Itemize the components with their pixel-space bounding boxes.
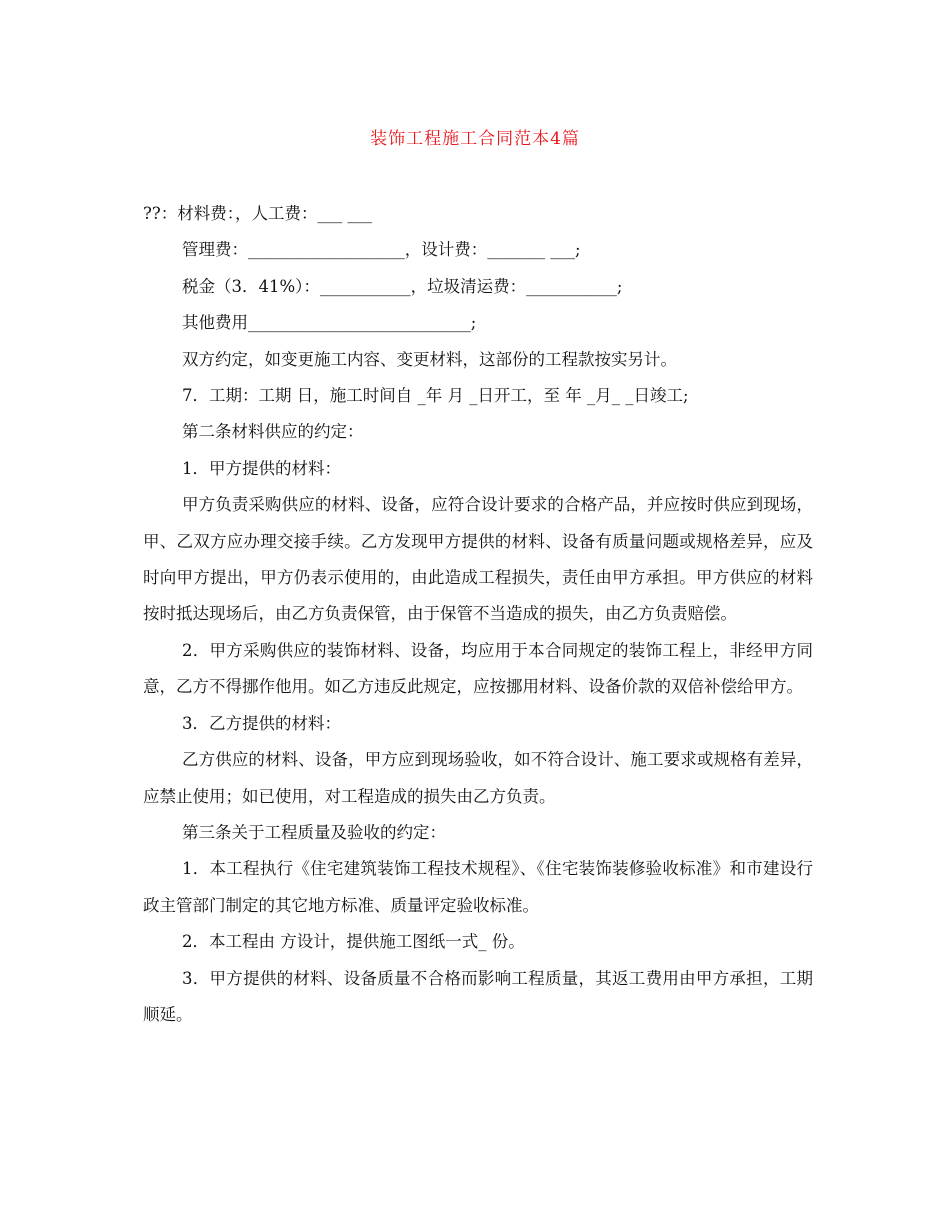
fee-line-management-design: 管理费：___________________，设计费：_______ ___; — [182, 240, 581, 260]
article-2-item-3-paragraph: 乙方供应的材料、设备，甲方应到现场验收，如不符合设计、施工要求或规格有差异，应禁止使用；如已使用，对工程造成的损失由乙方负责。 — [143, 750, 813, 806]
article-2-heading: 第二条材料供应的约定： — [182, 422, 364, 442]
fee-line-material-labor: ??：材料费：，人工费：___ ___ — [143, 204, 373, 223]
construction-period: 7．工期：工期 日，施工时间自 _年 月 _日开工，至 年 _月_ _日竣工; — [182, 386, 689, 406]
article-3-item-1-paragraph: 1．本工程执行《住宅建筑装饰工程技术规程》、《住宅装饰装修验收标准》和市建设行政主管部门制定的其它地方标准、质量评定验收标准。 — [143, 859, 813, 915]
article-3-heading: 第三条关于工程质量及验收的约定： — [182, 822, 446, 842]
fee-line-other: 其他费用___________________________; — [182, 313, 477, 333]
agreement-line: 双方约定，如变更施工内容、变更材料，这部份的工程款按实另计。 — [182, 349, 677, 369]
document-title: 装饰工程施工合同范本4篇 — [370, 129, 580, 149]
article-3-item-2-line: 2．本工程由 方设计，提供施工图纸一式_ 份。 — [182, 932, 525, 952]
article-2-item-1-heading: 1．甲方提供的材料： — [182, 458, 341, 478]
article-2-item-1-paragraph: 甲方负责采购供应的材料、设备，应符合设计要求的合格产品，并应按时供应到现场，甲、乙双方应办理交接手续。乙方发现甲方提供的材料、设备有质量问题或规格差异，应及时向甲方提出，甲方仍表示使用的，由此造成工程损失，责任由甲方承担。甲方供应的材料按时抵达现场后，由乙方负责保管，由于保管不当造成的损失，由乙方负责赔偿。 — [143, 495, 813, 624]
article-3-item-3-paragraph: 3．甲方提供的材料、设备质量不合格而影响工程质量，其返工费用由甲方承担，工期顺延。 — [143, 968, 813, 1024]
article-2-item-2-paragraph: 2．甲方采购供应的装饰材料、设备，均应用于本合同规定的装饰工程上，非经甲方同意，乙方不得挪作他用。如乙方违反此规定，应按挪用材料、设备价款的双倍补偿给甲方。 — [143, 640, 813, 697]
fee-line-tax-garbage: 税金（3．41%）：___________，垃圾清运费：___________; — [182, 276, 623, 296]
document-body — [143, 196, 813, 1033]
article-2-item-3-heading: 3．乙方提供的材料： — [182, 713, 341, 733]
